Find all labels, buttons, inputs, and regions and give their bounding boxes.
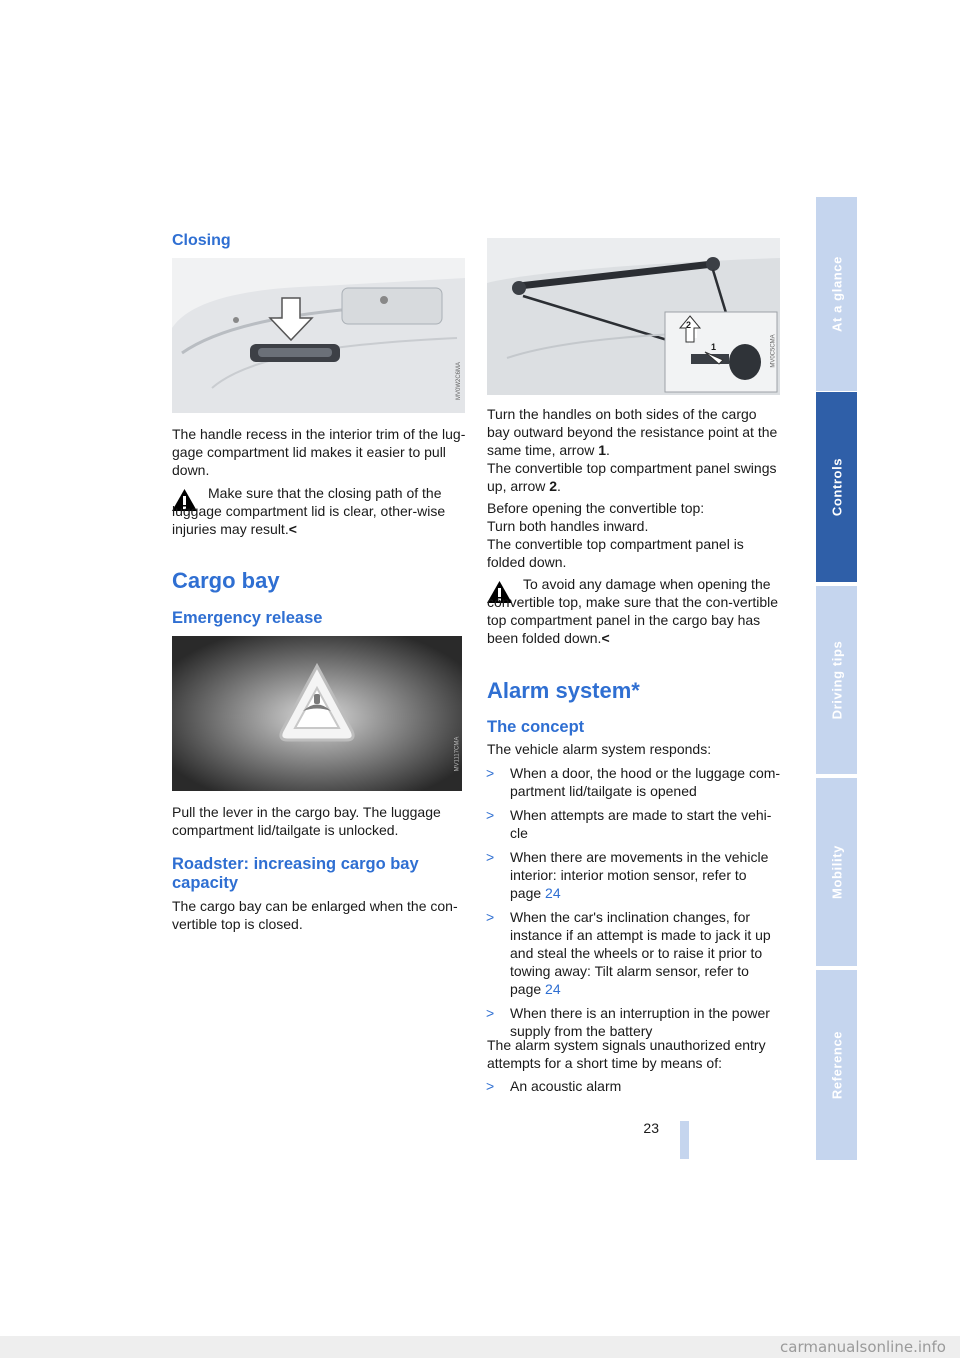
emergency-lever-illustration bbox=[172, 636, 462, 791]
signals-text: The alarm system signals unauthorized entry attempts for a short time by means of: bbox=[487, 1037, 766, 1071]
concept-heading: The concept bbox=[487, 718, 585, 736]
tab-label: Reference bbox=[829, 1030, 844, 1100]
arrow-label-2: 2 bbox=[686, 320, 692, 330]
list-item bbox=[486, 908, 781, 998]
before-opening-2: Turn both handles inward. bbox=[487, 518, 649, 534]
tab-controls[interactable] bbox=[816, 392, 857, 582]
emergency-image-code: MV1117CMA bbox=[454, 736, 461, 772]
tab-mobility[interactable] bbox=[816, 778, 857, 966]
tab-label: Controls bbox=[829, 457, 844, 517]
list-item bbox=[486, 848, 781, 902]
bullet-marker: > bbox=[486, 909, 495, 925]
closing-warning bbox=[172, 484, 466, 538]
list-item bbox=[486, 806, 781, 842]
emergency-release-heading: Emergency release bbox=[172, 609, 323, 627]
page-link[interactable]: 24 bbox=[545, 885, 561, 901]
page-link[interactable]: 24 bbox=[545, 981, 561, 997]
panel-warning-end: < bbox=[601, 630, 610, 646]
emergency-text: Pull the lever in the cargo bay. The luggage compartment lid/tailgate is unlocked. bbox=[172, 804, 441, 838]
emergency-release-image bbox=[172, 636, 462, 791]
roadster-heading: Roadster: increasing cargo bay capacity bbox=[172, 855, 419, 892]
closing-image-code: MV0W2C6MA bbox=[456, 361, 463, 401]
tab-label: Mobility bbox=[829, 845, 844, 899]
tab-at-a-glance[interactable] bbox=[816, 197, 857, 391]
before-opening-text bbox=[487, 499, 781, 571]
bullet-marker: > bbox=[486, 1078, 495, 1094]
tab-driving-tips[interactable] bbox=[816, 586, 857, 774]
closing-text: The handle recess in the interior trim of the lug-gage compartment lid makes it easier to pull down. bbox=[172, 426, 466, 478]
closing-warning-end: < bbox=[288, 521, 297, 537]
handles-text-a: Turn the handles on both sides of the cargo bay outward beyond the resistance point at the same time, arrow bbox=[487, 406, 778, 458]
tab-label: Driving tips bbox=[829, 640, 844, 720]
list-item-text: When the car's inclination changes, for instance if an attempt is made to jack it up and steal the wheels or to raise it prior to towing away: Tilt alarm sensor, refer to page bbox=[510, 909, 771, 997]
footer-bar bbox=[0, 1336, 960, 1358]
panel-warning-text: To avoid any damage when opening the convertible top, make sure that the con-vertible top compartment panel in the cargo bay has been folded down. bbox=[487, 576, 779, 646]
list-item bbox=[486, 1077, 781, 1095]
handles-arrow-2: 2 bbox=[549, 478, 558, 494]
list-item-text: When there are movements in the vehicle interior: interior motion sensor, refer to page bbox=[510, 849, 769, 901]
alarm-system-heading: Alarm system* bbox=[487, 678, 640, 703]
cargo-bay-heading: Cargo bay bbox=[172, 568, 280, 593]
before-opening-1: Before opening the convertible top: bbox=[487, 500, 705, 516]
page-number-bar bbox=[680, 1121, 689, 1159]
list-item bbox=[486, 1004, 781, 1040]
bullet-marker: > bbox=[486, 849, 495, 865]
list-item-text: When a door, the hood or the luggage com-partment lid/tailgate is opened bbox=[510, 765, 781, 799]
footer-watermark: carmanualsonline.info bbox=[780, 1338, 946, 1356]
panel-image-code: MV0C5CMA bbox=[770, 334, 777, 368]
list-item-text: When attempts are made to start the vehi-cle bbox=[510, 807, 772, 841]
handles-text-b-end: . bbox=[557, 478, 561, 494]
closing-heading: Closing bbox=[172, 232, 231, 249]
list-item-text: When there is an interruption in the power supply from the battery bbox=[510, 1005, 770, 1039]
luggage-lid-illustration bbox=[172, 258, 465, 413]
tab-reference[interactable] bbox=[816, 970, 857, 1160]
page-number: 23 bbox=[643, 1120, 659, 1136]
roadster-text: The cargo bay can be enlarged when the con-vertible top is closed. bbox=[172, 898, 458, 932]
concept-intro: The vehicle alarm system responds: bbox=[487, 741, 712, 757]
luggage-lid-handle-image bbox=[172, 258, 465, 413]
cargo-bay-panel-illustration bbox=[487, 238, 780, 395]
tab-label: At a glance bbox=[829, 256, 844, 332]
bullet-marker: > bbox=[486, 1005, 495, 1021]
signals-list bbox=[486, 1077, 781, 1095]
closing-warning-text: Make sure that the closing path of the luggage compartment lid is clear, other-wise injuries may result. bbox=[172, 485, 446, 537]
bullet-marker: > bbox=[486, 765, 495, 781]
panel-warning bbox=[487, 575, 781, 647]
before-opening-3: The convertible top compartment panel is folded down. bbox=[487, 536, 744, 570]
handles-text-a-end: . bbox=[606, 442, 610, 458]
list-item bbox=[486, 764, 781, 800]
cargo-bay-panel-image bbox=[487, 238, 780, 395]
handles-arrow-1: 1 bbox=[598, 442, 607, 458]
alarm-response-list bbox=[486, 764, 781, 1046]
bullet-marker: > bbox=[486, 807, 495, 823]
handles-text bbox=[487, 405, 781, 495]
handles-text-b: The convertible top compartment panel swings up, arrow bbox=[487, 460, 777, 494]
arrow-label-1: 1 bbox=[711, 342, 717, 352]
list-item-text: An acoustic alarm bbox=[510, 1078, 622, 1094]
